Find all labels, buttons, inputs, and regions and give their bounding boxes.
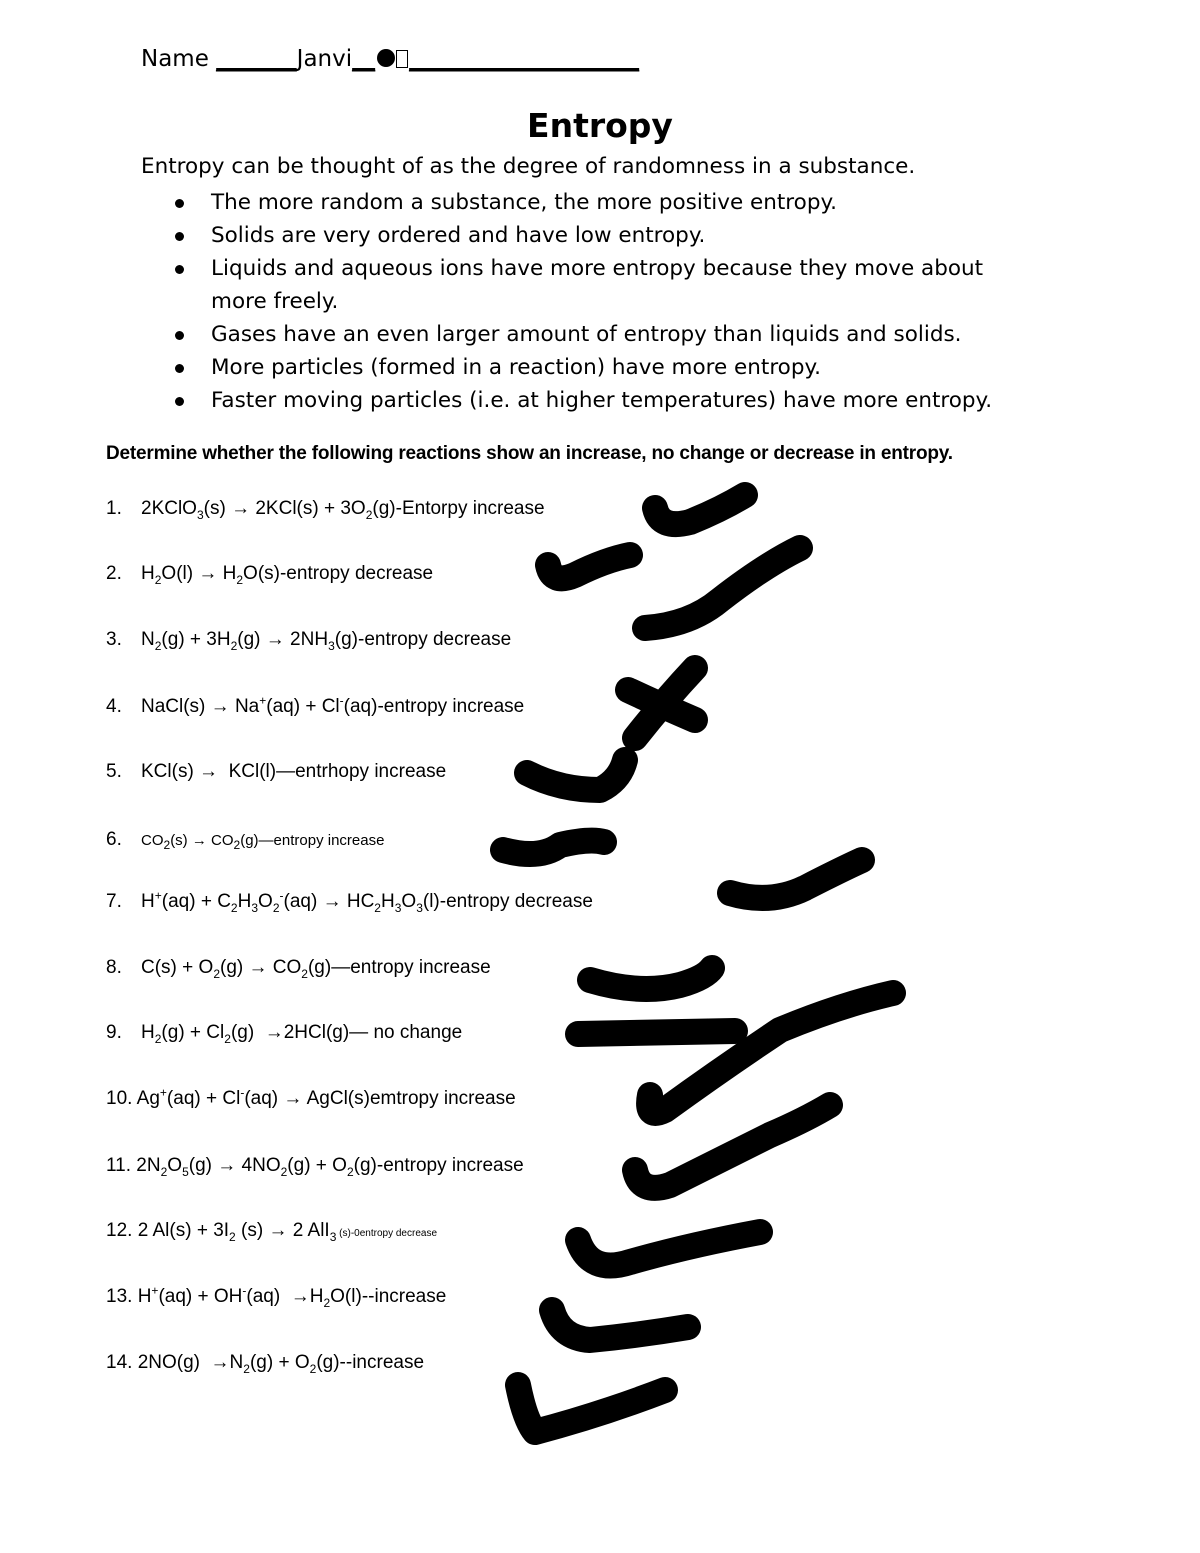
- bullet-item: More particles (formed in a reaction) have more entropy.: [141, 351, 1041, 384]
- answer-5: —entrhopy increase: [276, 761, 447, 782]
- name-blank-tail: ____________________: [409, 46, 640, 72]
- check-mark-icon: [655, 495, 745, 524]
- bullet-item: Gases have an even larger amount of entropy than liquids and solids.: [141, 318, 1041, 351]
- check-mark-icon: [645, 548, 800, 628]
- answer-1: -Entorpy increase: [395, 498, 545, 519]
- question-12: 12. 2 $Al(s) + 3I_2$ (s) → 2 AlI$_3$ (s)-0entropy decrease: [106, 1220, 438, 1244]
- answer-6: —entropy increase: [258, 832, 385, 849]
- check-mark-icon: [730, 860, 862, 898]
- question-1: 1. 2KClO$_3$(s) → $2KCl(s) + 3O_2(g)$-Entorpy increase: [106, 498, 545, 522]
- question-13: 13. $H^+(aq) + OH^-(aq) \to H_2O(l)-$-increase: [106, 1283, 447, 1310]
- check-mark-icon: [548, 555, 630, 578]
- check-mark-icon: [590, 968, 712, 989]
- question-11: 11. $2N_2O_5(g) \to 4NO_2(g)$ + $O_2(g)$-entropy increase: [106, 1155, 524, 1179]
- question-2: 2. $H_2O(l)$ → $H_2O(s)$-entropy decrease: [106, 563, 434, 587]
- answer-10: emtropy increase: [369, 1088, 516, 1109]
- answer-9: — no change: [349, 1022, 463, 1043]
- dash-mark-icon: [578, 1031, 735, 1034]
- answer-14: --increase: [339, 1352, 425, 1373]
- bullet-item: Liquids and aqueous ions have more entropy because they move about more freely.: [141, 252, 1031, 318]
- answer-2: -entropy decrease: [279, 563, 434, 584]
- question-8: 8. $C(s) + O_2(g)$ → $CO_2(g)—entropy$ increase: [106, 957, 491, 981]
- question-5: 5. KCl(s) → KCl(l)—entrhopy increase: [106, 761, 447, 782]
- answer-13: --increase: [361, 1286, 447, 1307]
- question-14: 14. $2NO(g) \to N_2(g)$ + $O_2(g)-$-increase: [106, 1352, 425, 1376]
- instructions: Determine whether the following reactions show an increase, no change or decrease in entropy.: [106, 443, 953, 464]
- question-7: 7. $H^+(aq) + C_2H_3O_2^-(aq)$ → $HC_2H_3O_3(l)$-entropy decrease: [106, 888, 593, 915]
- answer-8: —entropy increase: [331, 957, 491, 978]
- question-9: 9. $H_2(g) + Cl_2(g)$ →2HCl(g)— no change: [106, 1022, 463, 1046]
- x-mark-icon: [628, 668, 695, 738]
- check-mark-icon: [649, 993, 893, 1113]
- question-3: 3. $N_2(g) + 3H_2(g)$ → $2NH_3(g)$-entropy decrease: [106, 629, 512, 653]
- question-6: 6. $CO_2(s)$ → $CO_2(g)—entropy$ increase: [106, 829, 385, 852]
- answer-4: -entropy increase: [377, 696, 525, 717]
- student-name: Janvi: [296, 46, 353, 72]
- question-4: 4. NaCl(s) → Na+(aq) + Cl-(aq)-entropy increase: [106, 693, 525, 717]
- answer-12: -0entropy decrease: [350, 1228, 438, 1239]
- bullet-item: The more random a substance, the more positive entropy.: [141, 186, 1041, 219]
- check-mark-icon: [518, 1385, 665, 1432]
- bullet-item: Solids are very ordered and have low entropy.: [141, 219, 1041, 252]
- name-blank-before: _______: [216, 46, 297, 72]
- intro-text: Entropy can be thought of as the degree of randomness in a substance.: [141, 154, 916, 179]
- page-title: Entropy: [527, 106, 673, 145]
- name-label: Name: [141, 46, 209, 72]
- answer-7: -entropy decrease: [439, 891, 593, 912]
- bullet-item: Faster moving particles (i.e. at higher temperatures) have more entropy.: [141, 384, 1041, 417]
- dash-mark-icon: [503, 841, 604, 854]
- check-mark-icon: [527, 760, 625, 790]
- name-blank-after: __: [352, 46, 376, 72]
- question-10: 10. Ag+(aq) + Cl-(aq) → AgCl(s)emtropy increase: [106, 1085, 516, 1109]
- check-mark-icon: [552, 1310, 688, 1340]
- check-mark-icon: [578, 1232, 760, 1266]
- answer-3: -entropy decrease: [358, 629, 512, 650]
- answer-11: -entropy increase: [376, 1155, 524, 1176]
